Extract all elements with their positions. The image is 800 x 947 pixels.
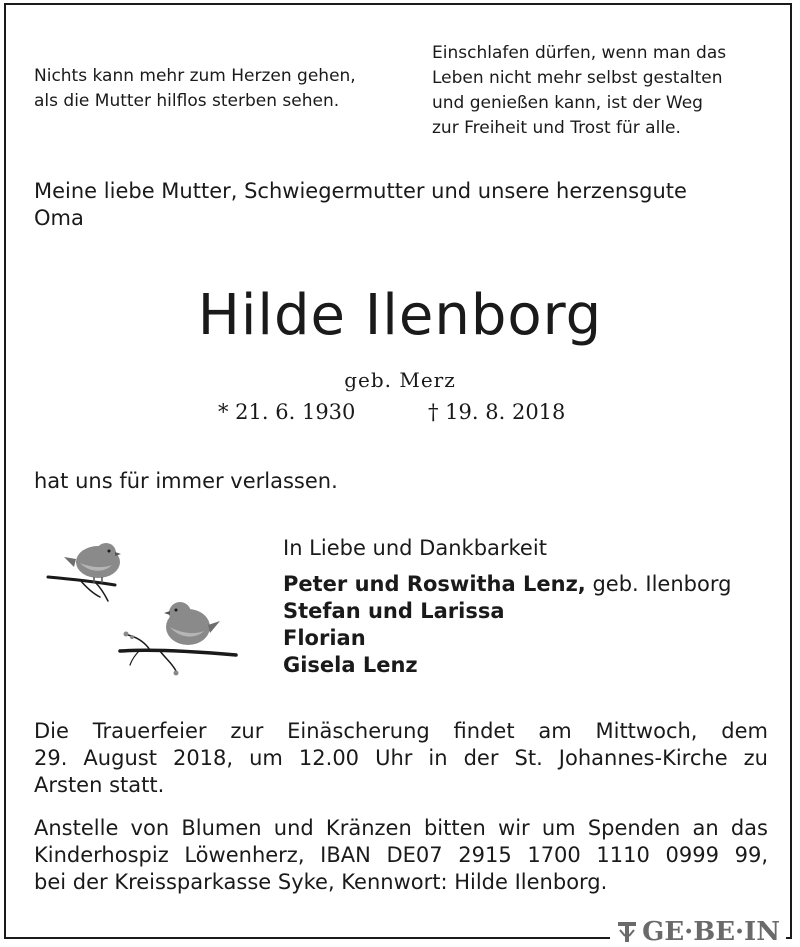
donation-line-3: bei der Kreissparkasse Syke, Kennwort: Hilde Ilenborg. [34, 870, 608, 894]
ceremony-line-1: Die Trauerfeier zur Einäscherung findet am Mittwoch, dem [34, 719, 768, 743]
birds-illustration [40, 535, 245, 685]
quote-right-line-4: zur Freiheit und Trost für alle. [432, 118, 681, 138]
gebein-logo [610, 919, 786, 945]
mourners-heading: In Liebe und Dankbarkeit [283, 536, 547, 560]
quote-right-line-1: Einschlafen dürfen, wenn man das [432, 43, 727, 63]
death-date: † 19. 8. 2018 [428, 400, 566, 424]
ceremony-line-2: 29. August 2018, um 12.00 Uhr in der St. Johannes-Kirche zu [34, 746, 768, 770]
mourner-line-1-names: Peter und Roswitha Lenz, [283, 572, 586, 596]
birth-date: * 21. 6. 1930 [218, 400, 356, 424]
quote-right-line-3: und genießen kann, ist der Weg [432, 93, 703, 113]
mourner-line-4: Gisela Lenz [283, 653, 418, 677]
mourner-line-3: Florian [283, 626, 366, 650]
ceremony-line-3: Arsten statt. [34, 773, 165, 797]
gebein-logo-text: GE·BE·IN [642, 917, 780, 947]
mourner-line-1-maiden: geb. Ilenborg [585, 572, 732, 596]
intro-line-1: Meine liebe Mutter, Schwiegermutter und unsere herzensgute [34, 179, 687, 203]
branch-upper [48, 577, 115, 601]
maiden-name: geb. Merz [344, 368, 456, 392]
donation-line-1: Anstelle von Blumen und Kränzen bitten wir um Spenden an das [34, 816, 768, 840]
quote-left-line-1: Nichts kann mehr zum Herzen gehen, [34, 66, 356, 86]
gebein-mark-icon [616, 920, 638, 944]
deceased-name: Hilde Ilenborg [197, 283, 603, 348]
departed-line: hat uns für immer verlassen. [34, 469, 338, 493]
quote-left-line-2: als die Mutter hilflos sterben sehen. [34, 91, 340, 111]
intro-line-2: Oma [34, 206, 84, 230]
mourner-line-2: Stefan und Larissa [283, 599, 505, 623]
bird-upper-icon [64, 543, 121, 583]
quote-right-line-2: Leben nicht mehr selbst gestalten [432, 68, 723, 88]
mourner-line-1 [283, 571, 731, 598]
donation-line-2: Kinderhospiz Löwenherz, IBAN DE07 2915 1700 1110 0999 99, [34, 843, 768, 867]
bird-lower-icon [164, 602, 220, 645]
